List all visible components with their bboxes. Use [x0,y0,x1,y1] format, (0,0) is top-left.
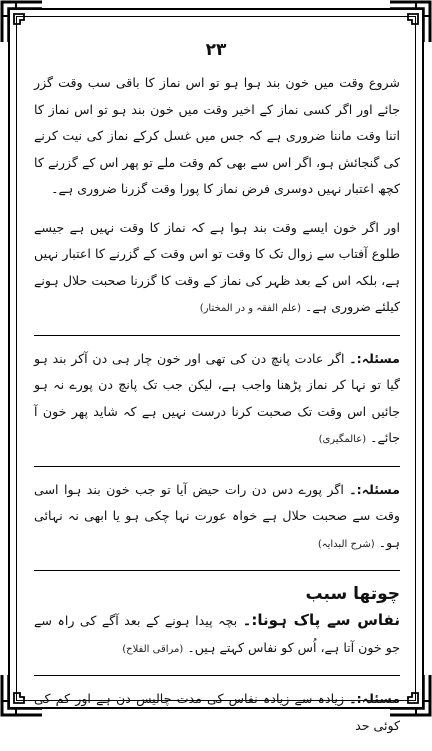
masala-paragraph [34,686,400,739]
divider [34,335,400,336]
masala-paragraph [34,477,400,559]
masala-label: مسئلہ:۔ [349,481,400,497]
paragraph [34,70,400,203]
masala-label: مسئلہ:۔ [349,691,400,706]
page-number: ۲۳ [205,40,227,60]
source-citation: (شرح البدایہ) [317,538,375,550]
section-heading: چوتھا سبب [305,584,400,604]
masala-label: مسئلہ:۔ [349,350,400,366]
corner-ornament-icon [0,0,44,44]
source-citation: (علم الفقہ و در المختار) [199,303,302,314]
section-paragraph [34,607,400,663]
paragraph-text: اگر عادت پانچ دن کی تھی اور خون چار ہی دن آکر بند ہو گیا تو نہا کر نماز پڑھنا واجب ہے، لیکن جب تک پانچ دن پورے نہ ہو جائیں اس وقت تک صحبت کرنا درست نہیں ہے کہ شاید پھر خون آ جائے۔ [34,350,400,445]
paragraph-text: اگر پورے دس دن رات حیض آیا تو جب خون بند ہوا اسی وقت سے صحبت حلال ہے خواہ عورت نہا چکی ہو یا ابھی نہ نہائی ہو۔ [34,481,400,550]
divider [34,675,400,676]
source-citation: (عالمگیری) [318,434,367,445]
divider [34,466,400,467]
source-citation: (مراقی الفلاح) [122,643,184,655]
corner-ornament-icon [388,0,432,44]
divider [34,570,400,571]
paragraph [34,215,400,323]
masala-paragraph [34,346,400,454]
page-content [34,70,400,751]
paragraph-text: اور اگر خون ایسے وقت بند ہوا ہے کہ نماز کا وقت نہیں ہے جیسے طلوع آفتاب سے زوال تک کا وقت تو اس وقت کے گزرنے کا اعتبار نہیں ہے، بلکہ اس کے بعد ظہر کی نماز کے وقت کا گزرنا صحبت حلال ہونے کیلئے ضروری ہے۔ [34,219,400,314]
paragraph-text: بچہ پیدا ہونے کے بعد آگے کی راہ سے جو خون آتا ہے، اُس کو نفاس کہتے ہیں۔ [34,613,400,655]
section-subheading: نفاس سے پاک ہونا:۔ [242,611,400,629]
paragraph-text: زیادہ سے زیادہ نفاس کی مدت چالیس دن ہے اور کم کی کوئی حد [34,691,400,733]
paragraph-text: شروع وقت میں خون بند ہوا ہو تو اس نماز کا باقی سب وقت گزر جائے اور اگر کسی نماز کے اخیر وقت میں خون بند ہو تو اس نماز کا اتنا وقت ماننا ضروری ہے کہ جس میں غسل کرکے نماز کی نیت کرنے کی گنجائش ہو، اگر اس سے بھی کم وقت ملے تو پھر اس کے گزرنے کا کچھ اعتبار نہیں دوسری فرض نماز کا پورا وقت گزرنا ضروری ہے۔ [34,75,400,196]
